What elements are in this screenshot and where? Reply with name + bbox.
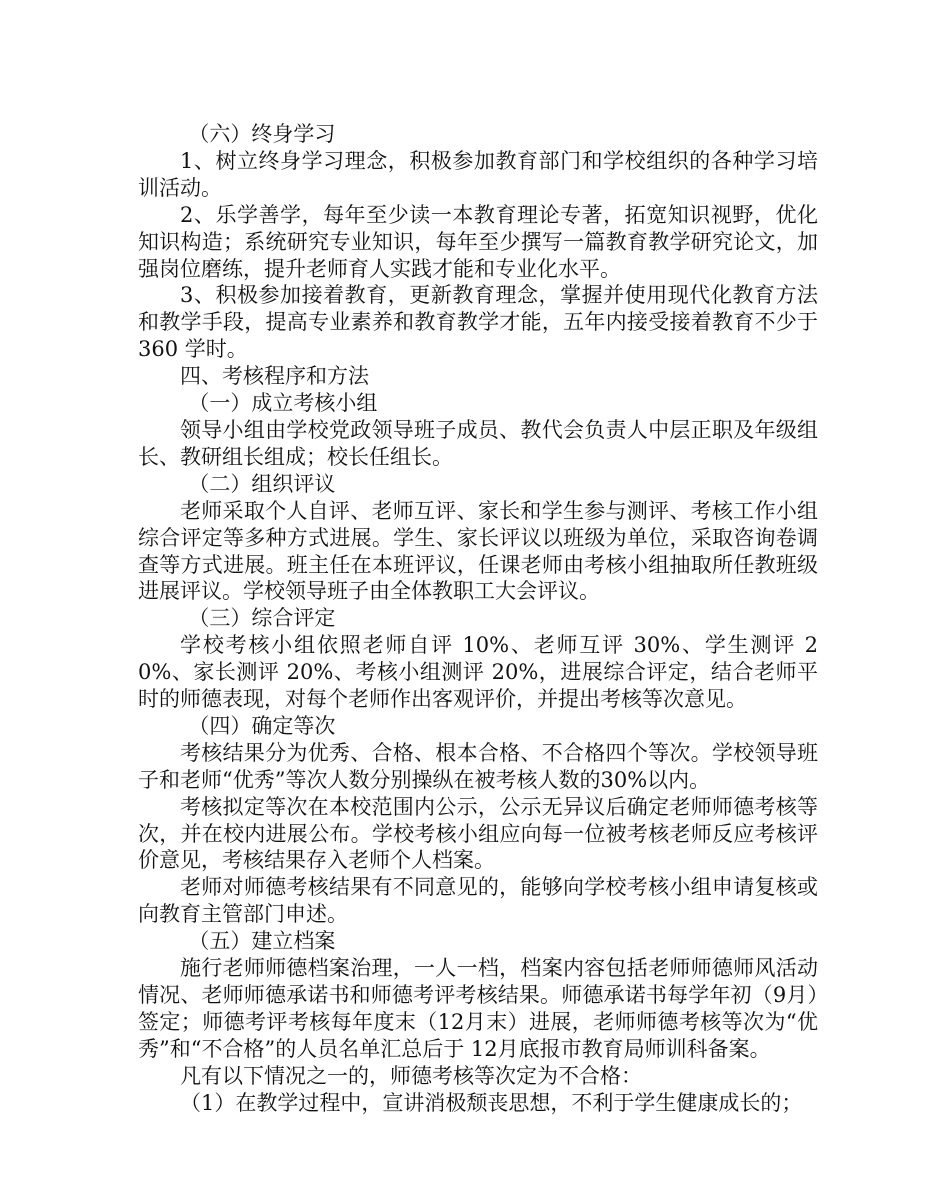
paragraph: 考核拟定等次在本校范围内公示，公示无异议后确定老师师德考核等次，并在校内进展公布。学校考核小组应向每一位被考核老师反应考核评价意见，考核结果存入老师个人档案。 — [138, 794, 818, 873]
paragraph: 老师采取个人自评、老师互评、家长和学生参与测评、考核工作小组综合评定等多种方式进展。学生、家长评议以班级为单位，采取咨询卷调查等方式进展。班主任在本班评议，任课老师由考核小组抽取所任教班级进展评议。学校领导班子由全体教职工大会评议。 — [138, 498, 818, 604]
paragraph: 老师对师德考核结果有不同意见的，能够向学校考核小组申请复核或向教育主管部门申述。 — [138, 875, 818, 927]
paragraph: 凡有以下情况之一的，师德考核等次定为不合格： — [180, 1063, 642, 1088]
paragraph: 领导小组由学校党政领导班子成员、教代会负责人中层正职及年级组长、教研组长组成；校长任组长。 — [138, 417, 818, 469]
document-body — [138, 121, 818, 1117]
section-heading-determine-grade: （四）确定等次 — [188, 713, 336, 738]
section-heading-form-group: （一）成立考核小组 — [188, 391, 378, 416]
section-heading-assessment-procedure: 四、考核程序和方法 — [180, 364, 369, 389]
section-heading-organize-review: （二）组织评议 — [188, 471, 336, 496]
paragraph: 考核结果分为优秀、合格、根本合格、不合格四个等次。学校领导班子和老师“优秀”等次人数分别操纵在被考核人数的30%以内。 — [138, 740, 818, 792]
paragraph: 1、树立终身学习理念，积极参加教育部门和学校组织的各种学习培训活动。 — [138, 148, 818, 200]
paragraph: （1）在教学过程中，宣讲消极颓丧思想，不利于学生健康成长的； — [180, 1090, 803, 1115]
paragraph: 施行老师师德档案治理，一人一档，档案内容包括老师师德师风活动情况、老师师德承诺书和师德考评考核结果。师德承诺书每学年初（9月）签定；师德考评考核每年度末（12月末）进展，老师师德考核等次为“优秀”和“不合格”的人员名单汇总后于 12月底报市教育局师训科备案。 — [138, 956, 818, 1061]
section-heading-archives: （五）建立档案 — [188, 929, 336, 954]
paragraph: 3、积极参加接着教育，更新教育理念，掌握并使用现代化教育方法和教学手段，提高专业素养和教育教学才能，五年内接受接着教育不少于 360 学时。 — [138, 283, 818, 362]
section-heading-lifelong-learning: （六）终身学习 — [188, 122, 336, 146]
paragraph: 学校考核小组依照老师自评 10%、老师互评 30%、学生测评 20%、家长测评 20%、考核小组测评 20%，进展综合评定，结合老师平时的师德表现，对每个老师作出客观评价，并提出考核等次意见。 — [138, 633, 818, 712]
section-heading-comprehensive-evaluation: （三）综合评定 — [188, 606, 336, 631]
paragraph: 2、乐学善学，每年至少读一本教育理论专著，拓宽知识视野，优化知识构造；系统研究专业知识，每年至少撰写一篇教育教学研究论文，加强岗位磨练，提升老师育人实践才能和专业化水平。 — [138, 202, 818, 281]
